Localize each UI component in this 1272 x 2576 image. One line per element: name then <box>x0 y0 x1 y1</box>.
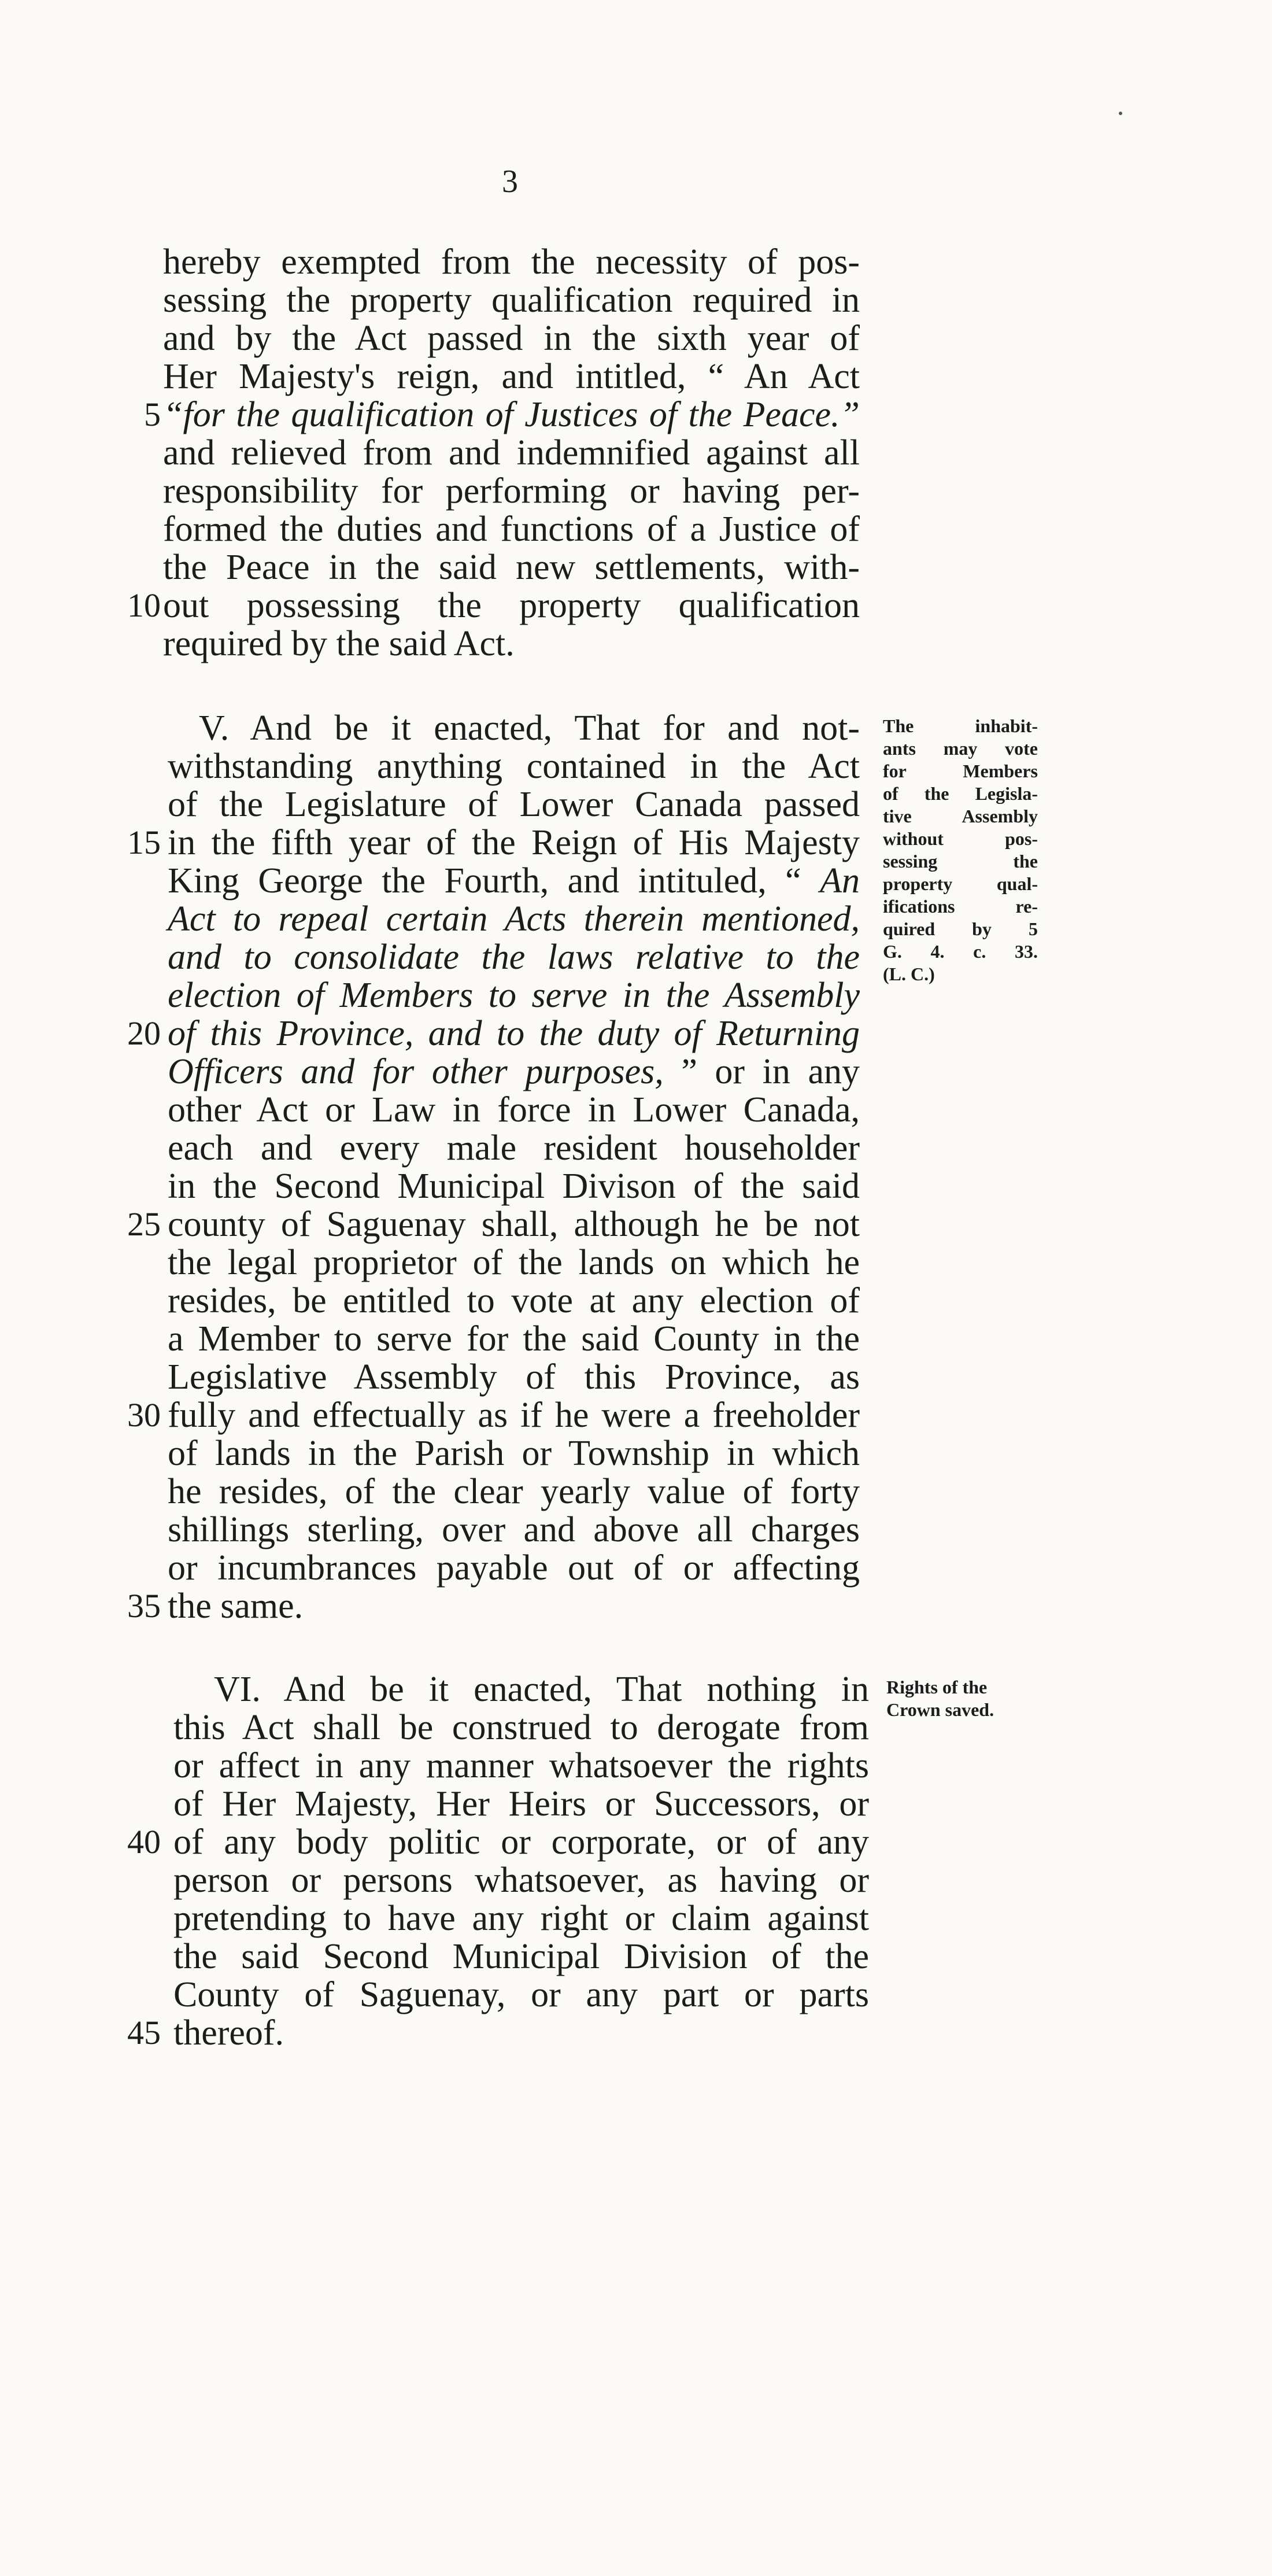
text-line-italic: election of Members to serve in the Assembly <box>168 976 860 1015</box>
text-line: of Her Majesty, Her Heirs or Successors, or <box>173 1784 869 1824</box>
text-span: King George the Fourth, and intituled, “ An <box>168 861 860 901</box>
text-line: sessing the property qualification required in <box>163 281 860 320</box>
line-number: 10 <box>127 586 161 624</box>
text-line: formed the duties and functions of a Justice of <box>163 510 860 549</box>
text-line: in the fifth year of the Reign of His Majesty <box>168 823 860 862</box>
text-line: other Act or Law in force in Lower Canada, <box>168 1090 860 1130</box>
text-line: person or persons whatsoever, as having or <box>173 1861 869 1900</box>
line-number: 15 <box>127 824 161 861</box>
text-line-italic: “for the qualification of Justices of the Peace.” <box>163 395 860 434</box>
text-line: of the Legislature of Lower Canada passed <box>168 785 860 824</box>
line-number: 5 <box>144 396 161 433</box>
margin-note-line: quired by 5 <box>883 918 1038 939</box>
text-line: resides, be entitled to vote at any election of <box>168 1281 860 1320</box>
line-number: 35 <box>127 1587 161 1625</box>
italic-run: An <box>820 861 860 901</box>
text-line: hereby exempted from the necessity of pos- <box>163 242 860 282</box>
text-line: Legislative Assembly of this Province, as <box>168 1357 860 1397</box>
margin-note-line: ifications re- <box>883 896 1038 917</box>
stray-mark <box>1119 112 1122 115</box>
margin-note-line: ants may vote <box>883 738 1038 759</box>
page-number: 3 <box>502 164 518 200</box>
margin-note-line: sessing the <box>883 851 1038 872</box>
section-heading-line: VI. And be it enacted, That nothing in <box>214 1670 869 1709</box>
text-line: the Peace in the said new settlements, with- <box>163 548 860 587</box>
text-line: the legal proprietor of the lands on which he <box>168 1243 860 1282</box>
margin-note-line: of the Legisla- <box>883 783 1038 804</box>
margin-note-voting <box>883 715 1038 986</box>
text-line: thereof. <box>173 2013 284 2053</box>
text-line: of lands in the Parish or Township in which <box>168 1434 860 1473</box>
italic-run: Officers and for other purposes, <box>168 1052 664 1091</box>
text-line <box>168 1053 860 1091</box>
margin-note-line: The inhabit- <box>883 715 1038 736</box>
margin-note-crown-rights <box>886 1676 1032 1721</box>
text-line: pretending to have any right or claim against <box>173 1899 869 1938</box>
text-line: required by the said Act. <box>163 624 515 663</box>
margin-note-line: Rights of the <box>886 1677 988 1697</box>
text-line-italic: Act to repeal certain Acts therein mentioned, <box>168 899 860 939</box>
line-number: 25 <box>127 1205 161 1243</box>
text-line: or affect in any manner whatsoever the rights <box>173 1746 869 1785</box>
text-line: and by the Act passed in the sixth year of <box>163 319 860 358</box>
line-number: 40 <box>127 1823 161 1861</box>
text-line-italic: of this Province, and to the duty of Returning <box>168 1014 860 1053</box>
text-line: fully and effectually as if he were a freeholder <box>168 1396 860 1435</box>
text-line: withstanding anything contained in the Act <box>168 747 860 786</box>
margin-note-line: tive Assembly <box>883 806 1038 826</box>
text-span: Officers and for other purposes, ” or in any <box>168 1052 860 1091</box>
margin-note-line: for Members <box>883 761 1038 781</box>
text-line: in the Second Municipal Divison of the said <box>168 1167 860 1206</box>
text-line: the same. <box>168 1586 304 1626</box>
text-line: responsibility for performing or having per- <box>163 471 860 511</box>
text-line: this Act shall be construed to derogate from <box>173 1708 869 1747</box>
line-number: 30 <box>127 1396 161 1434</box>
text-line: and relieved from and indemnified against all <box>163 433 860 473</box>
text-line: County of Saguenay, or any part or parts <box>173 1975 869 2014</box>
line-number: 45 <box>127 2014 161 2051</box>
text-line: Her Majesty's reign, and intitled, “ An Act <box>163 357 860 396</box>
text-line: or incumbrances payable out of or affecting <box>168 1548 860 1588</box>
text-line <box>168 862 860 900</box>
text-line: the said Second Municipal Division of the <box>173 1937 869 1976</box>
section-heading-line: V. And be it enacted, That for and not- <box>199 708 860 748</box>
margin-note-line: property qual- <box>883 873 1038 894</box>
margin-note-line: (L. C.) <box>883 964 935 984</box>
line-number: 20 <box>127 1014 161 1052</box>
text-line: each and every male resident householder <box>168 1128 860 1168</box>
margin-note-line: Crown saved. <box>886 1699 994 1720</box>
text-line-italic: and to consolidate the laws relative to the <box>168 938 860 977</box>
text-line: shillings sterling, over and above all charges <box>168 1510 860 1549</box>
text-line: a Member to serve for the said County in the <box>168 1319 860 1359</box>
text-line: county of Saguenay shall, although he be not <box>168 1205 860 1244</box>
text-line: out possessing the property qualification <box>163 586 860 625</box>
margin-note-line: without pos- <box>883 828 1038 849</box>
text-line: he resides, of the clear yearly value of forty <box>168 1472 860 1511</box>
margin-note-line: G. 4. c. 33. <box>883 941 1038 962</box>
text-line: of any body politic or corporate, or of any <box>173 1822 869 1862</box>
